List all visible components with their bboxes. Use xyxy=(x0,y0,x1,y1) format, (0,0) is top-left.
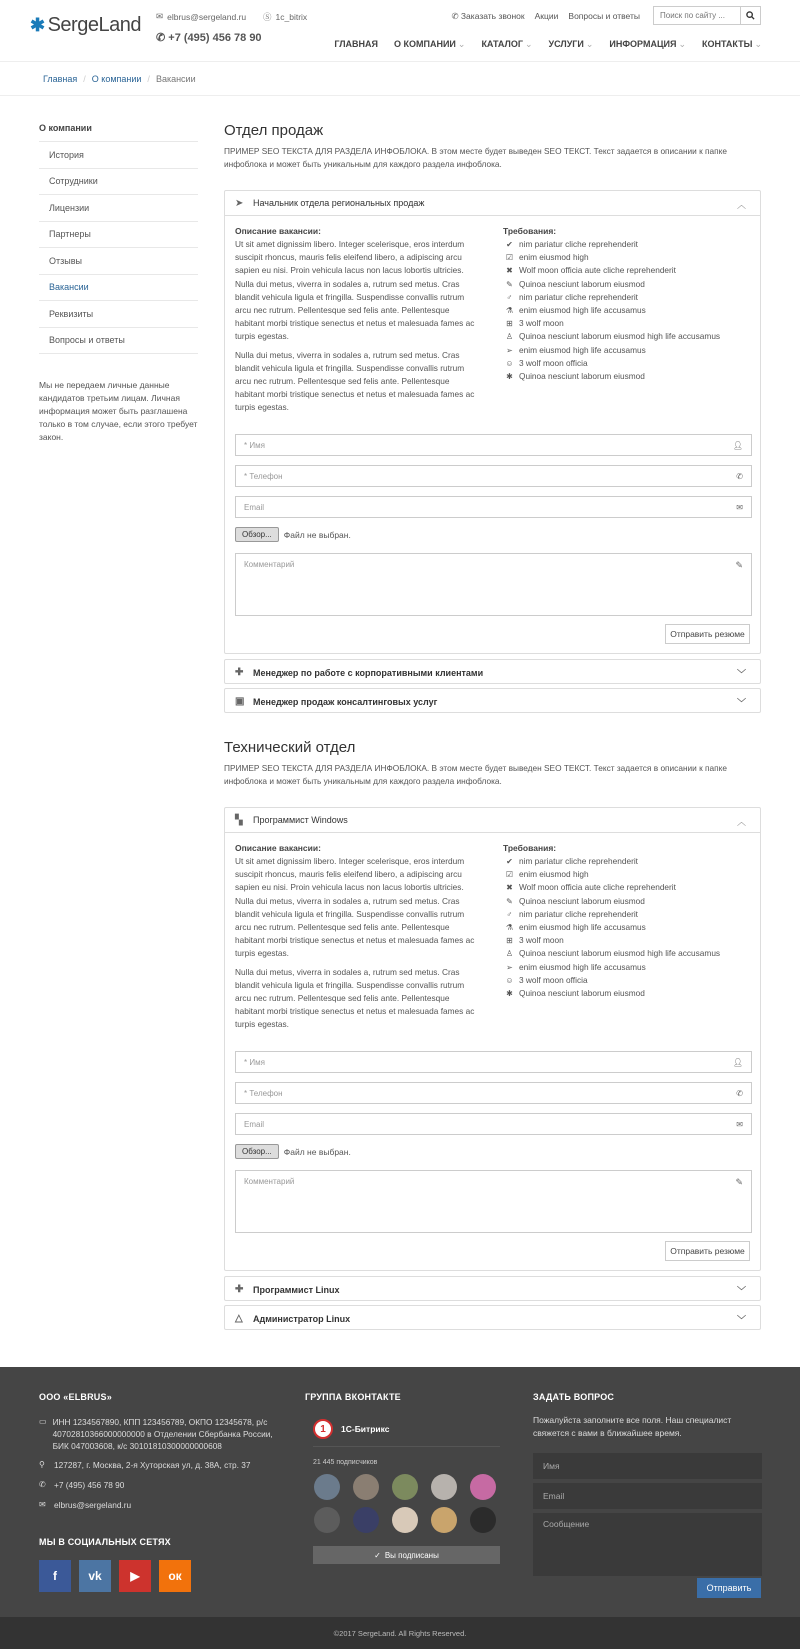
vacancy-panel-collapsed[interactable] xyxy=(224,659,761,684)
nav-home[interactable]: ГЛАВНАЯ xyxy=(334,39,378,49)
vacancy-header[interactable] xyxy=(225,1306,760,1331)
phone-icon: ✆ xyxy=(736,1089,743,1098)
vk-button[interactable] xyxy=(79,1560,111,1592)
requirement-item xyxy=(503,947,753,960)
asterisk-icon: ✱ xyxy=(506,989,513,999)
skype-icon: Ⓢ xyxy=(263,12,272,22)
avatar[interactable] xyxy=(392,1474,418,1500)
footer-email[interactable]: ✉ elbrus@sergeland.ru xyxy=(39,1500,132,1510)
vacancy-requirements xyxy=(503,226,753,383)
vk-group-name: 1С-Битрикс xyxy=(341,1424,390,1434)
vacancy-header[interactable] xyxy=(225,808,760,833)
sidebar-bottom-border xyxy=(39,353,198,354)
comment-field[interactable]: Комментарий ✎ xyxy=(235,1170,752,1233)
requirement-text: Quinoa nesciunt laborum eiusmod xyxy=(519,278,645,289)
file-upload xyxy=(235,527,351,542)
envelope-icon: ✉ xyxy=(736,1120,743,1129)
user-icon: 👤︎ xyxy=(732,1058,743,1067)
edit-icon: ✎ xyxy=(506,279,513,289)
submit-resume-button[interactable]: Отправить резюме xyxy=(665,624,750,644)
sidebar-item-staff[interactable]: Сотрудники xyxy=(39,168,198,195)
nav-contacts[interactable]: КОНТАКТЫ ⌄ xyxy=(702,39,762,49)
header-email[interactable]: ✉ elbrus@sergeland.ru xyxy=(156,11,247,22)
description-paragraph: Ut sit amet dignissim libero. Integer scelerisque, eros interdum suscipit rhoncus, mauris felis eleifend libero, a adipiscing arcu sapien eu nisi. Proin vehicula lacus non lacus lobortis ultricies. Nulla dui metus, viverra in sodales a, rutrum sed metus. Cras blandit vehicula ligula et fringilla. Suspendisse convallis rutrum arcu nec rutrum. Pellentesque sed felis ante. Pellentesque habitant morbi tristique senectus et netus et malesuada fames ac turpis egestas. xyxy=(235,239,475,342)
file-status: Файл не выбран. xyxy=(283,529,351,540)
breadcrumb-home[interactable]: Главная xyxy=(43,74,78,84)
requirements-title: Требования: xyxy=(503,226,557,236)
search-input[interactable] xyxy=(654,7,740,24)
vacancy-requirements xyxy=(503,843,753,1000)
vacancy-panel-open xyxy=(224,807,761,1271)
vacancy-header[interactable] xyxy=(225,660,760,685)
vk-divider xyxy=(313,1446,500,1447)
requirement-item xyxy=(503,868,753,881)
vacancy-panel-collapsed[interactable] xyxy=(224,1305,761,1330)
flask-icon: ⚗ xyxy=(505,306,514,316)
vacancy-panel-collapsed[interactable] xyxy=(224,1276,761,1301)
requirement-item xyxy=(503,330,753,343)
vk-members xyxy=(313,1474,500,1533)
vacancy-description xyxy=(235,226,478,420)
user-icon: 👤︎ xyxy=(732,441,743,450)
privacy-note: Мы не передаем личные данные кандидатов третьим лицам. Личная информация может быть разглашена только в том случае, если этого требует закон. xyxy=(39,380,198,442)
puzzle-icon: ✚ xyxy=(235,667,244,678)
smile-icon: ☺ xyxy=(505,358,514,368)
vacancy-title: Менеджер продаж консалтинговых услуг xyxy=(253,696,438,707)
avatar[interactable] xyxy=(314,1507,340,1533)
bitrix-logo-icon: 1 xyxy=(313,1419,333,1439)
requirement-item xyxy=(503,357,753,370)
requirement-text: Quinoa nesciunt laborum eiusmod high life accusamus xyxy=(519,948,721,959)
vk-subscribers: 21 445 подписчиков xyxy=(313,1459,378,1466)
sidebar-item-faq[interactable]: Вопросы и ответы xyxy=(39,327,198,354)
question-name-input[interactable]: Имя xyxy=(533,1453,762,1479)
edit-icon: ✎ xyxy=(506,896,513,906)
phone-icon: ✆ xyxy=(451,11,461,21)
chevron-down-icon: ﹀ xyxy=(736,1315,746,1325)
avatar[interactable] xyxy=(314,1474,340,1500)
divider xyxy=(0,95,800,96)
search-box xyxy=(653,6,761,25)
submit-resume-button[interactable]: Отправить резюме xyxy=(665,1241,750,1261)
vacancy-title: Начальник отдела региональных продаж xyxy=(253,198,425,208)
avatar[interactable] xyxy=(431,1474,457,1500)
description-paragraph: Nulla dui metus, viverra in sodales a, rutrum sed metus. Cras blandit vehicula ligula et fringilla. Suspendisse convallis rutrum arcu nec rutrum. Pellentesque sed felis ante. Pellentesque habitant morbi tristique senectus et netus et malesuada fames ac turpis egestas. xyxy=(235,349,475,413)
requirement-text: 3 wolf moon xyxy=(519,935,564,946)
breadcrumb-separator: / xyxy=(83,74,86,84)
facebook-button[interactable] xyxy=(39,1560,71,1592)
question-message-input[interactable]: Сообщение xyxy=(533,1513,762,1576)
breadcrumb-about[interactable]: О компании xyxy=(91,74,142,84)
odnoklassniki-icon: ок xyxy=(168,1569,182,1583)
user-md-icon: ♙ xyxy=(505,332,514,342)
footer-phone: ✆ +7 (495) 456 78 90 xyxy=(39,1480,125,1490)
vk-group-header[interactable] xyxy=(313,1416,500,1442)
pencil-icon: ✎ xyxy=(735,560,743,570)
avatar[interactable] xyxy=(353,1474,379,1500)
nav-catalog[interactable]: КАТАЛОГ ⌄ xyxy=(481,39,533,49)
vacancy-panel-open xyxy=(224,190,761,654)
vacancy-title: Программист Linux xyxy=(253,1284,340,1295)
smile-icon: ☺ xyxy=(505,975,514,985)
vacancy-header[interactable] xyxy=(225,191,760,216)
requirement-item xyxy=(503,238,753,251)
email-field[interactable]: Email ✉ xyxy=(235,1113,752,1135)
sitemap-icon: ⊞ xyxy=(506,319,513,329)
callback-link[interactable]: ✆ Заказать звонок xyxy=(451,11,525,21)
requirement-item xyxy=(503,304,753,317)
phone-icon: ✆ xyxy=(736,472,743,481)
requirement-text: 3 wolf moon officia xyxy=(519,357,588,368)
header-skype[interactable]: Ⓢ 1c_bitrix xyxy=(263,12,308,22)
sidebar-item-licenses[interactable]: Лицензии xyxy=(39,194,198,221)
requirement-item xyxy=(503,251,753,264)
footer-company-title: ООО «ELBRUS» xyxy=(39,1392,112,1402)
vacancy-header[interactable] xyxy=(225,1277,760,1302)
sitemap-icon: ⊞ xyxy=(506,936,513,946)
check-icon: ✔ xyxy=(506,857,513,866)
avatar[interactable] xyxy=(353,1507,379,1533)
file-status: Файл не выбран. xyxy=(283,1146,351,1157)
section-desc-sales: ПРИМЕР SEO ТЕКСТА ДЛЯ РАЗДЕЛА ИНФОБЛОКА. В этом месте будет выведен SEO ТЕКСТ. Текст задается в описании к папке инфоблока и может быть уникальным для каждого раздела инфоблока. xyxy=(224,146,727,169)
footer-social-title: МЫ В СОЦИАЛЬНЫХ СЕТЯХ xyxy=(39,1537,171,1547)
promo-link[interactable]: Акции xyxy=(534,11,559,21)
header-phone[interactable]: ✆ +7 (495) 456 78 90 xyxy=(156,32,262,44)
question-send-button[interactable]: Отправить xyxy=(697,1578,761,1598)
phone-field[interactable]: * Телефон ✆ xyxy=(235,465,752,487)
pencil-icon: ✎ xyxy=(735,1177,743,1187)
vacancy-title: Администратор Linux xyxy=(253,1313,351,1324)
requirement-item xyxy=(503,881,753,894)
avatar[interactable] xyxy=(392,1507,418,1533)
requirement-item xyxy=(503,317,753,330)
avatar[interactable] xyxy=(470,1507,496,1533)
vacancy-title: Программист Windows xyxy=(253,815,348,825)
breadcrumb xyxy=(43,74,196,84)
paper-plane-icon: ➤ xyxy=(235,197,244,209)
breadcrumb-separator: / xyxy=(147,74,150,84)
requirement-text: enim eiusmod high xyxy=(519,869,589,880)
requirement-item xyxy=(503,264,753,277)
chevron-down-icon: ﹀ xyxy=(736,1286,746,1296)
description-paragraph: Nulla dui metus, viverra in sodales a, rutrum sed metus. Cras blandit vehicula ligula et fringilla. Suspendisse convallis rutrum arcu nec rutrum. Pellentesque sed felis ante. Pellentesque habitant morbi tristique senectus et netus et malesuada fames ac turpis egestas. xyxy=(235,966,475,1030)
sidebar-title: О компании xyxy=(39,123,92,133)
chevron-down-icon: ⌄ xyxy=(457,39,466,49)
requirement-text: nim pariatur cliche reprehenderit xyxy=(519,239,638,249)
chevron-down-icon: ﹀ xyxy=(736,669,746,679)
site-header xyxy=(0,0,800,62)
footer-requisites: ▭ ИНН 1234567890, КПП 123456789, ОКПО 12345678, р/с 40702810366000000000 в Отделении Сбербанка России, БИК 047003608, к/с 30101810300000000608 xyxy=(39,1417,273,1451)
file-upload xyxy=(235,1144,351,1159)
odnoklassniki-button[interactable] xyxy=(159,1560,191,1592)
name-field[interactable]: * Имя 👤︎ xyxy=(235,1051,752,1073)
requirement-item xyxy=(503,344,753,357)
vk-widget xyxy=(313,1416,500,1566)
question-email-input[interactable]: Email xyxy=(533,1483,762,1509)
vk-subscribed-button[interactable]: ✓ Вы подписаны xyxy=(313,1546,500,1564)
comment-field[interactable]: Комментарий ✎ xyxy=(235,553,752,616)
requirement-text: Quinoa nesciunt laborum eiusmod high life accusamus xyxy=(519,331,721,342)
youtube-button[interactable] xyxy=(119,1560,151,1592)
nav-about[interactable]: О КОМПАНИИ ⌄ xyxy=(393,39,466,49)
requirements-list xyxy=(503,855,753,1000)
vk-icon: vk xyxy=(88,1569,102,1583)
requirement-text: enim eiusmod high life accusamus xyxy=(519,961,646,972)
check-icon: ✔ xyxy=(506,240,513,249)
requirement-text: enim eiusmod high life accusamus xyxy=(519,922,646,933)
money-icon: ▭ xyxy=(39,1417,47,1426)
requirement-item xyxy=(503,987,753,1000)
vacancy-description xyxy=(235,843,478,1037)
asterisk-icon: ✱ xyxy=(506,372,513,382)
description-title: Описание вакансии: xyxy=(235,843,321,853)
requirement-text: 3 wolf moon officia xyxy=(519,974,588,985)
requirement-text: Quinoa nesciunt laborum eiusmod xyxy=(519,895,645,906)
faq-link[interactable]: Вопросы и ответы xyxy=(568,11,640,21)
breadcrumb-current: Вакансии xyxy=(155,74,196,84)
requirement-item xyxy=(503,934,753,947)
requirement-text: enim eiusmod high xyxy=(519,252,589,263)
phone-field[interactable]: * Телефон ✆ xyxy=(235,1082,752,1104)
main-nav xyxy=(334,39,762,50)
times-icon: ✖ xyxy=(506,883,513,893)
user-md-icon: ♙ xyxy=(505,949,514,959)
check-icon: ✓ xyxy=(374,1550,381,1560)
male-icon: ♂ xyxy=(506,909,513,919)
paper-plane-icon: ➢ xyxy=(506,962,513,972)
requirement-text: Wolf moon officia aute cliche reprehenderit xyxy=(519,265,676,276)
requirement-item xyxy=(503,921,753,934)
requirement-item xyxy=(503,895,753,908)
sidebar-item-partners[interactable]: Партнеры xyxy=(39,221,198,248)
sidebar-item-reviews[interactable]: Отзывы xyxy=(39,247,198,274)
logo-text: SergeLand xyxy=(47,14,141,36)
footer-address: ⚲ 127287, г. Москва, 2-я Хуторская ул, д. 38А, стр. 37 xyxy=(39,1460,251,1470)
requirement-item xyxy=(503,278,753,291)
puzzle-icon: ✚ xyxy=(235,1284,244,1295)
requirements-list xyxy=(503,238,753,383)
top-links xyxy=(451,11,640,22)
briefcase-icon: ▣ xyxy=(235,696,245,707)
requirement-text: enim eiusmod high life accusamus xyxy=(519,305,646,316)
requirement-text: nim pariatur cliche reprehenderit xyxy=(519,856,638,866)
logo-asterisk-icon: ✱ xyxy=(30,15,45,35)
requirement-text: Wolf moon officia aute cliche reprehenderit xyxy=(519,882,676,893)
sidebar-item-history[interactable]: История xyxy=(39,141,198,168)
requirement-item xyxy=(503,855,753,868)
footer-vk-title: ГРУППА ВКОНТАКТЕ xyxy=(305,1392,401,1402)
sidebar-menu xyxy=(39,141,198,354)
requirement-item xyxy=(503,961,753,974)
requirement-text: Quinoa nesciunt laborum eiusmod xyxy=(519,371,645,382)
copyright: ©2017 SergeLand. All Rights Reserved. xyxy=(0,1617,800,1649)
description-title: Описание вакансии: xyxy=(235,226,321,236)
section-title-tech: Технический отдел xyxy=(224,739,356,756)
search-button[interactable] xyxy=(740,7,760,24)
phone-icon: ✆ xyxy=(39,1480,46,1489)
section-title-sales: Отдел продаж xyxy=(224,122,324,139)
youtube-icon: ▶ xyxy=(130,1569,140,1583)
times-icon: ✖ xyxy=(506,266,513,276)
vacancy-panel-collapsed[interactable] xyxy=(224,688,761,713)
envelope-icon: ✉ xyxy=(156,11,164,21)
nav-info[interactable]: ИНФОРМАЦИЯ ⌄ xyxy=(609,39,686,49)
footer-question-title: ЗАДАТЬ ВОПРОС xyxy=(533,1392,615,1402)
checkbox-icon: ☑ xyxy=(505,253,514,263)
vacancy-header[interactable] xyxy=(225,689,760,714)
requirement-item xyxy=(503,908,753,921)
male-icon: ♂ xyxy=(506,292,513,302)
phone-icon: ✆ xyxy=(156,32,169,44)
chevron-down-icon: ⌄ xyxy=(678,39,686,49)
paper-plane-icon: ➢ xyxy=(506,345,513,355)
file-browse-button[interactable]: Обзор... xyxy=(235,1144,279,1159)
requirement-text: 3 wolf moon xyxy=(519,318,564,329)
requirement-text: nim pariatur cliche reprehenderit xyxy=(519,908,638,919)
requirement-item xyxy=(503,291,753,304)
facebook-icon: f xyxy=(53,1569,57,1583)
logo[interactable] xyxy=(30,14,141,37)
question-text: Пожалуйста заполните все поля. Наш специалист свяжется с вами в ближайшее время. xyxy=(533,1415,732,1438)
name-field[interactable]: * Имя 👤︎ xyxy=(235,434,752,456)
sidebar-item-requisites[interactable]: Реквизиты xyxy=(39,300,198,327)
vacancy-title: Менеджер по работе с корпоративными клиентами xyxy=(253,667,484,678)
checkbox-icon: ☑ xyxy=(505,870,514,880)
windows-icon: ▚ xyxy=(235,814,243,826)
requirements-title: Требования: xyxy=(503,843,557,853)
linux-icon: △ xyxy=(235,1313,243,1324)
avatar[interactable] xyxy=(470,1474,496,1500)
requirement-text: enim eiusmod high life accusamus xyxy=(519,344,646,355)
requirement-text: nim pariatur cliche reprehenderit xyxy=(519,291,638,302)
section-desc-tech: ПРИМЕР SEO ТЕКСТА ДЛЯ РАЗДЕЛА ИНФОБЛОКА. В этом месте будет выведен SEO ТЕКСТ. Текст задается в описании к папке инфоблока и может быть уникальным для каждого раздела инфоблока. xyxy=(224,763,727,786)
envelope-icon: ✉ xyxy=(736,503,743,512)
description-paragraph: Ut sit amet dignissim libero. Integer scelerisque, eros interdum suscipit rhoncus, mauris felis eleifend libero, a adipiscing arcu sapien eu nisi. Proin vehicula lacus non lacus lobortis ultricies. Nulla dui metus, viverra in sodales a, rutrum sed metus. Cras blandit vehicula ligula et fringilla. Suspendisse convallis rutrum arcu nec rutrum. Pellentesque sed felis ante. Pellentesque habitant morbi tristique senectus et netus et malesuada fames ac turpis egestas. xyxy=(235,856,475,959)
requirement-item xyxy=(503,370,753,383)
chevron-down-icon: ⌄ xyxy=(524,39,533,49)
email-field[interactable]: Email ✉ xyxy=(235,496,752,518)
file-browse-button[interactable]: Обзор... xyxy=(235,527,279,542)
avatar[interactable] xyxy=(431,1507,457,1533)
chevron-up-icon: ︿ xyxy=(736,200,746,210)
envelope-icon: ✉ xyxy=(39,1500,46,1509)
requirement-item xyxy=(503,974,753,987)
flask-icon: ⚗ xyxy=(505,923,514,933)
chevron-down-icon: ﹀ xyxy=(736,698,746,708)
chevron-up-icon: ︿ xyxy=(736,817,746,827)
requirement-text: Quinoa nesciunt laborum eiusmod xyxy=(519,988,645,999)
map-marker-icon: ⚲ xyxy=(39,1460,45,1469)
nav-services[interactable]: УСЛУГИ ⌄ xyxy=(548,39,594,49)
chevron-down-icon: ⌄ xyxy=(585,39,594,49)
chevron-down-icon: ⌄ xyxy=(754,39,762,49)
sidebar-item-vacancies[interactable]: Вакансии xyxy=(39,274,198,301)
search-icon xyxy=(746,11,755,20)
